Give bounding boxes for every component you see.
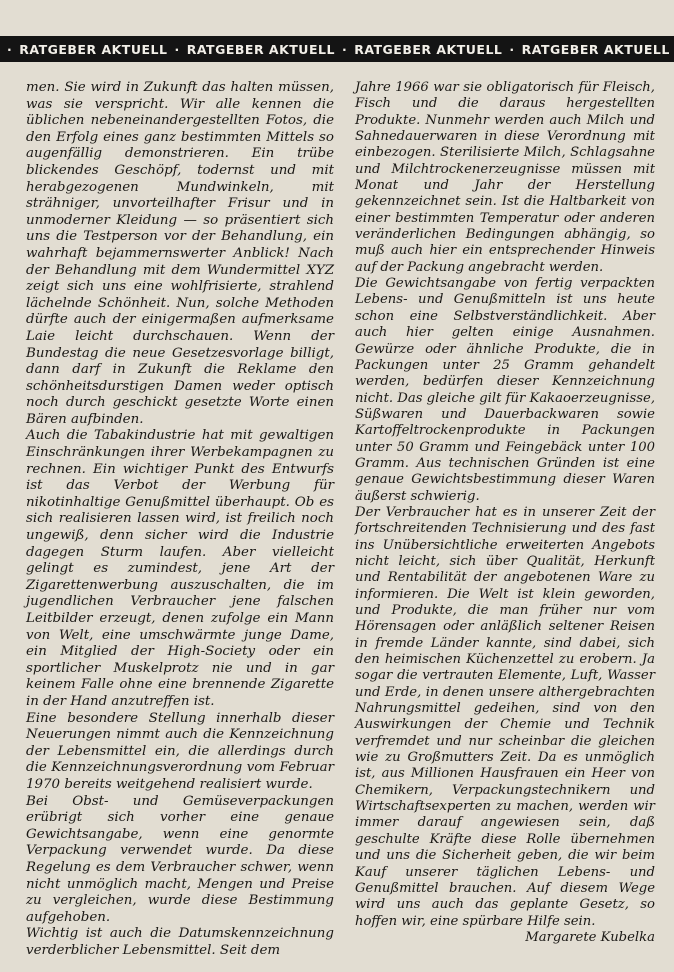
banner-label: RATGEBER AKTUELL bbox=[186, 41, 335, 57]
banner-separator: · bbox=[341, 41, 348, 57]
banner-separator: · bbox=[509, 41, 515, 57]
left-column bbox=[26, 80, 334, 959]
paragraph: men. Sie wird in Zukunft das halten müssen, was sie verspricht. Wir alle kennen die üblichen nebeneinandergestellten Fotos, die den Erfolg eines ganz bestimmten Mittels so augenfällig demonstrieren. Ein trübe blickendes Geschöpf, todernst und mit herabgezogenen Mundwinkeln, mit strähniger, unvorteilhafter Frisur und in unmoderner Kleidung — so präsentiert sich uns die Testperson vor der Behandlung, ein wahrhaft bejammernswerter Anblick! Nach der Behandlung mit dem Wundermittel XYZ zeigt sich uns eine wohlfrisierte, strahlend lächelnde Schönheit. Nun, solche Methoden dürfte auch der einigermaßen aufmerksame Laie leicht durchschauen. Wenn der Bundestag die neue Gesetzesvorlage billigt, dann darf in Zukunft die Reklame den schönheitsdurstigen Damen weder optisch noch durch geschickt gesetzte Worte einen Bären aufbinden. bbox=[26, 80, 334, 427]
banner-separator: · bbox=[174, 41, 180, 57]
banner-label: RATGEBER AKTUELL bbox=[354, 41, 503, 57]
paragraph: Eine besondere Stellung innerhalb dieser Neuerungen nimmt auch die Kennzeichnung der Lebensmittel ein, die allerdings durch die Kennzeichnungsverordnung vom Februar 1970 bereits weitgehend realisiert wurde. bbox=[26, 710, 334, 792]
paragraph: Die Gewichtsangabe von fertig verpackten Lebens- und Genußmitteln ist uns heute schon eine Selbstverständlichkeit. Aber auch hier gelten einige Ausnahmen. Gewürze oder ähnliche Produkte, die in Packungen unter 25 Gramm gehandelt werden, bedürfen dieser Kennzeichnung nicht. Das gleiche gilt für Kakaoerzeugnisse, Süßwaren und Dauerbackwaren sowie Kartoffeltrockenprodukte in Packungen unter 50 Gramm und Feingebäck unter 100 Gramm. Aus technischen Gründen ist eine genaue Gewichtsbestimmung dieser Waren äußerst schwierig. bbox=[355, 276, 656, 504]
banner-label: RATGEBER AKTUELL bbox=[19, 41, 168, 57]
banner-label: RATGEBER AKTUELL bbox=[521, 41, 670, 57]
paragraph: Auch die Tabakindustrie hat mit gewaltigen Einschränkungen ihrer Werbekampagnen zu rechnen. Ein wichtiger Punkt des Entwurfs ist das Verbot der Werbung für nikotinhaltige Genußmittel überhaupt. Ob es sich realisieren lassen wird, ist freilich noch ungewiß, denn sicher wird die Industrie dagegen Sturm laufen. Aber vielleicht gelingt es zumindest, jene Art der Zigarettenwerbung auszuschalten, die im jugendlichen Verbraucher jene falschen Leitbilder erzeugt, denen zufolge ein Mann von Welt, eine umschwärmte junge Dame, ein Mitglied der High-Society oder ein sportlicher Muskelprotz nie und in gar keinem Falle ohne eine brennende Zigarette in der Hand anzutreffen ist. bbox=[26, 428, 334, 709]
paragraph: Jahre 1966 war sie obligatorisch für Fleisch, Fisch und die daraus hergestellten Produkte. Nunmehr werden auch Milch und Sahnedauerwaren in diese Verordnung mit einbezogen. Sterilisierte Milch, Schlagsahne und Milchtrockenerzeugnisse müssen mit Monat und Jahr der Herstellung gekennzeichnet sein. Ist die Haltbarkeit von einer bestimmten Temperatur oder anderen veränderlichen Bedingungen abhängig, so muß auch hier ein entsprechender Hinweis auf der Packung angebracht werden. bbox=[355, 80, 655, 275]
banner-separator: · bbox=[7, 41, 13, 57]
author-signature: Margarete Kubelka bbox=[525, 929, 655, 945]
paragraph: Der Verbraucher hat es in unserer Zeit der fortschreitenden Technisierung und des fast ins Unübersichtliche erweiterten Angebots nicht leicht, sich über Qualität, Herkunft und Rentabilität der angebotenen Ware zu informieren. Die Welt ist klein geworden, und Produkte, die man früher nur vom Hörensagen oder anläßlich seltener Reisen in fremde Länder kannte, sind dabei, sich den heimischen Küchenzettel zu erobern. Ja sogar die vertrauten Elemente, Luft, Wasser und Erde, in denen unsere althergebrachten Nahrungsmittel gedeihen, sind von den Auswirkungen der Chemie und Technik verfremdet und nur scheinbar die gleichen wie zu Großmutters Zeit. Da es unmöglich ist, aus Millionen Hausfrauen ein Heer von Chemikern, Verpackungstechnikern und Wirtschaftsexperten zu machen, werden wir immer darauf angewiesen sein, daß geschulte Kräfte diese Rolle übernehmen und uns die Sicherheit geben, die wir beim Kauf unserer täglichen Lebens- und Genußmittel brauchen. Auf diesem Wege wird uns auch das geplante Gesetz, so hoffen wir, eine spürbare Hilfe sein. bbox=[355, 504, 655, 929]
paragraph: Bei Obst- und Gemüseverpackungen erübrigt sich vorher eine genaue Gewichtsangabe, wenn eine genormte Verpackung verwendet wurde. Da diese Regelung es dem Verbraucher schwer, wenn nicht unmöglich macht, Mengen und Preise zu vergleichen, wurde diese Bestimmung aufgehoben. bbox=[26, 793, 334, 925]
section-banner bbox=[0, 36, 674, 62]
paragraph: Wichtig ist auch die Datumskennzeichnung verderblicher Lebensmittel. Seit dem bbox=[26, 926, 334, 958]
right-column bbox=[355, 80, 655, 946]
